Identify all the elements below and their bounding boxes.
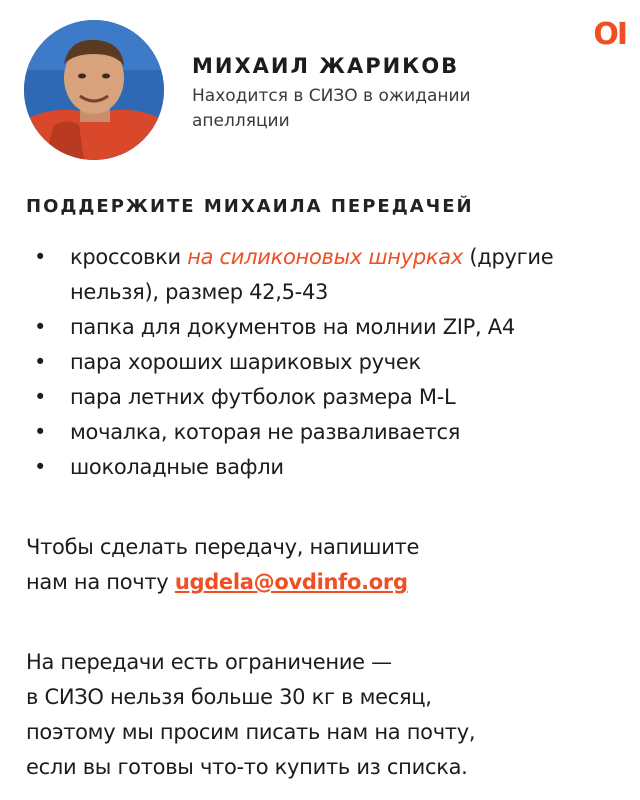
ovdinfo-logo: OI [593, 17, 626, 52]
person-name: МИХАИЛ ЖАРИКОВ [192, 54, 460, 78]
bullet-icon: • [34, 350, 47, 374]
shoelace-note: на силиконовых шнурках [187, 245, 463, 269]
note-line: На передачи есть ограничение — [26, 650, 392, 674]
bullet-icon: • [34, 420, 47, 444]
note-line: если вы готовы что-то купить из списка. [26, 755, 468, 779]
list-item: • шоколадные вафли [30, 450, 630, 485]
list-item: • мочалка, которая не разваливается [30, 415, 630, 450]
contact-paragraph [26, 530, 626, 600]
contact-line: нам на почту ugdela@ovdinfo.org [26, 570, 408, 594]
bullet-icon: • [34, 315, 47, 339]
list-item: • пара хороших шариковых ручек [30, 345, 630, 380]
bullet-icon: • [34, 245, 47, 269]
person-info [192, 54, 572, 134]
bullet-icon: • [34, 455, 47, 479]
list-item: • кроссовки на силиконовых шнурках (другие нельзя), размер 42,5-43 [30, 240, 630, 310]
section-heading: ПОДДЕРЖИТЕ МИХАИЛА ПЕРЕДАЧЕЙ [26, 196, 474, 217]
items-list [30, 240, 630, 485]
avatar [24, 20, 164, 160]
note-paragraph [26, 645, 626, 785]
person-status: Находится в СИЗО в ожидании апелляции [192, 86, 471, 131]
list-item: • папка для документов на молнии ZIP, А4 [30, 310, 630, 345]
portrait-image [24, 20, 164, 160]
bullet-icon: • [34, 385, 47, 409]
contact-line: Чтобы сделать передачу, напишите [26, 535, 420, 559]
note-line: поэтому мы просим писать нам на почту, [26, 720, 476, 744]
list-item: • пара летних футболок размера M-L [30, 380, 630, 415]
email-link[interactable]: ugdela@ovdinfo.org [174, 570, 408, 594]
note-line: в СИЗО нельзя больше 30 кг в месяц, [26, 685, 432, 709]
